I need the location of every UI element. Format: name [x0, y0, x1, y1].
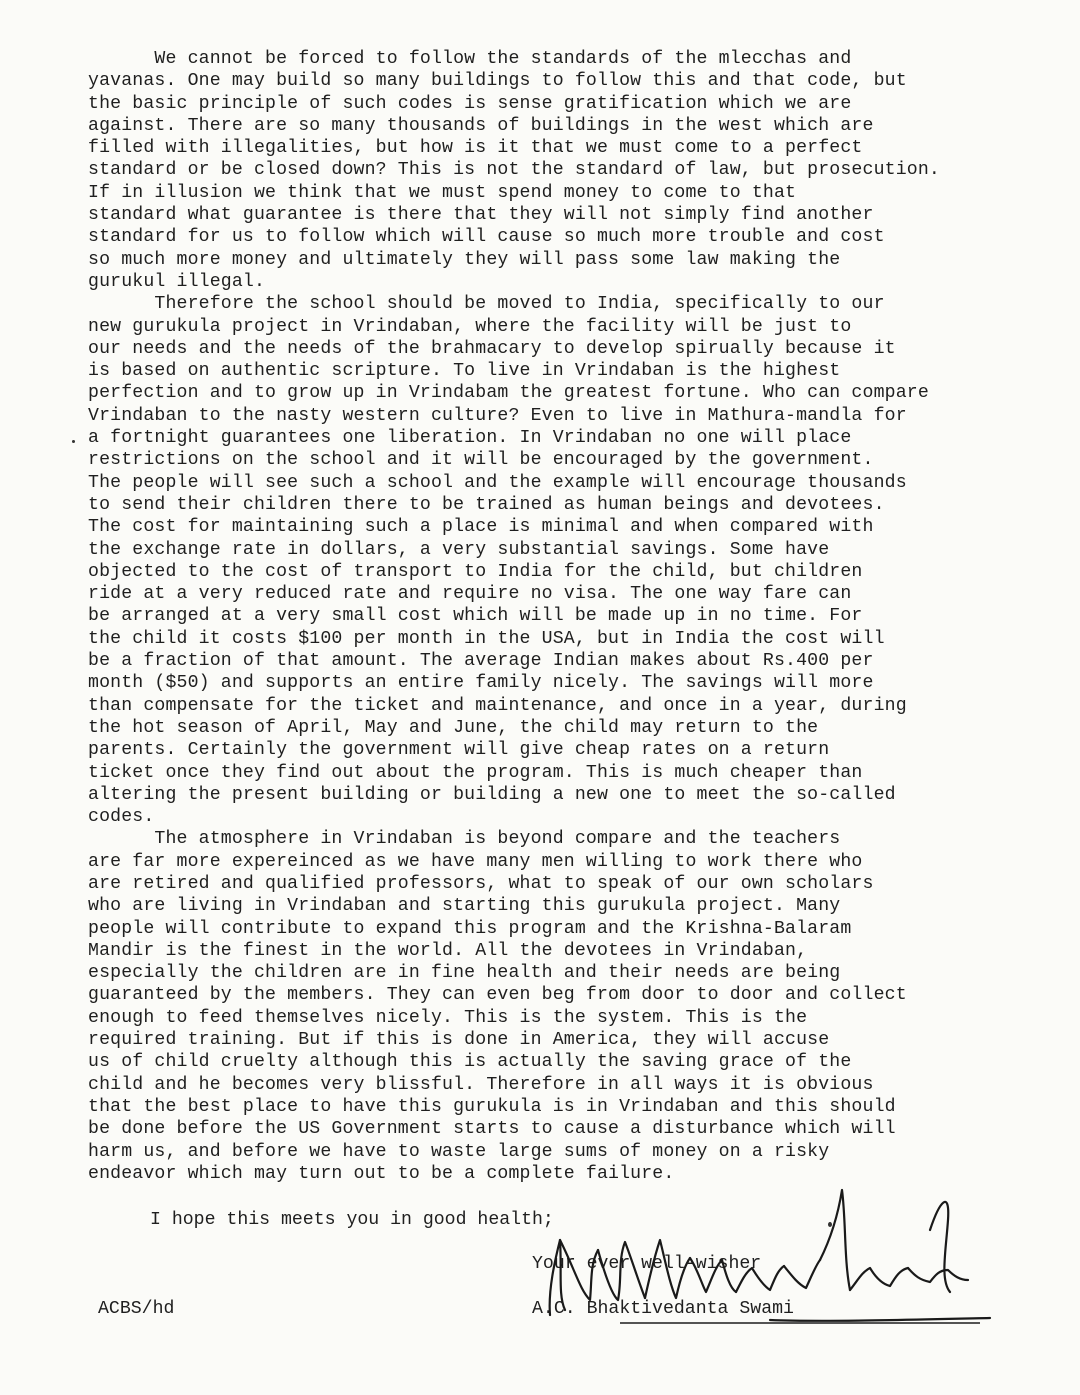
letter-line: We cannot be forced to follow the standards of the mlecchas and [88, 49, 852, 69]
letter-line: Mandir is the finest in the world. All the devotees in Vrindaban, [88, 940, 808, 961]
closing-line: I hope this meets you in good health; [150, 1210, 554, 1230]
letter-line: ticket once they find out about the program. This is much cheaper than [88, 762, 863, 783]
letter-line: restrictions on the school and it will be encouraged by the government. [88, 450, 874, 471]
letter-line: a fortnight guarantees one liberation. In Vrindaban no one will place [88, 428, 852, 449]
letter-line: The cost for maintaining such a place is minimal and when compared with [88, 517, 874, 538]
letter-line: parents. Certainly the government will give cheap rates on a return [88, 740, 830, 761]
letter-line: gurukul illegal. [88, 271, 266, 292]
letter-line: are far more expereinced as we have many men willing to work there who [88, 851, 863, 872]
letter-line: the child it costs $100 per month in the USA, but in India the cost will [88, 628, 885, 649]
letter-line: be arranged at a very small cost which will be made up in no time. For [88, 606, 863, 627]
letter-line: new gurukula project in Vrindaban, where the facility will be just to [88, 316, 852, 337]
letter-line: to send their children there to be trained as human beings and devotees. [88, 494, 885, 515]
letter-line: standard for us to follow which will cause so much more trouble and cost [88, 227, 885, 248]
letter-line: The people will see such a school and the example will encourage thousands [88, 472, 907, 493]
letter-line: perfection and to grow up in Vrindabam the greatest fortune. Who can compare [88, 383, 929, 404]
letter-line: be done before the US Government starts to cause a disturbance which will [88, 1119, 896, 1140]
letter-line: enough to feed themselves nicely. This is the system. This is the [88, 1007, 808, 1028]
letter-line: be a fraction of that amount. The average Indian makes about Rs.400 per [88, 651, 874, 672]
letter-line: guaranteed by the members. They can even beg from door to door and collect [88, 985, 907, 1006]
letter-line: than compensate for the ticket and maintenance, and once in a year, during [88, 695, 907, 716]
letter-line: us of child cruelty although this is actually the saving grace of the [88, 1052, 852, 1073]
letter-line: against. There are so many thousands of buildings in the west which are [88, 115, 874, 136]
letter-line: who are living in Vrindaban and starting this gurukula project. Many [88, 896, 841, 917]
letter-line: yavanas. One may build so many buildings to follow this and that code, but [88, 71, 907, 92]
letter-line: so much more money and ultimately they will pass some law making the [88, 249, 841, 270]
letter-line: endeavor which may turn out to be a complete failure. [88, 1163, 675, 1184]
letter-line: filled with illegalities, but how is it that we must come to a perfect [88, 138, 863, 159]
typist-initials: ACBS/hd [98, 1299, 175, 1319]
letter-line: are retired and qualified professors, what to speak of our own scholars [88, 873, 874, 894]
letter-line: child and he becomes very blissful. Therefore in all ways it is obvious [88, 1074, 874, 1095]
letter-line: codes. [88, 807, 155, 828]
ink-speck [828, 1222, 832, 1227]
letter-line: Therefore the school should be moved to India, specifically to our [88, 294, 885, 315]
letter-line: the exchange rate in dollars, a very substantial savings. Some have [88, 539, 830, 560]
letter-line: the basic principle of such codes is sense gratification which we are [88, 93, 852, 114]
letter-line: If in illusion we think that we must spend money to come to that [88, 182, 797, 203]
letter-line: harm us, and before we have to waste large sums of money on a risky [88, 1141, 830, 1162]
letter-line: standard what guarantee is there that they will not simply find another [88, 205, 874, 226]
letter-line: the hot season of April, May and June, the child may return to the [88, 717, 819, 738]
letter-line: ride at a very reduced rate and require no visa. The one way fare can [88, 584, 852, 605]
letter-line: people will contribute to expand this program and the Krishna-Balaram [88, 918, 852, 939]
letter-body [88, 48, 1068, 1185]
valediction: Your ever well-wisher [532, 1254, 762, 1274]
letter-line: especially the children are in fine health and their needs are being [88, 963, 841, 984]
letter-line: The atmosphere in Vrindaban is beyond compare and the teachers [88, 829, 841, 850]
letter-line: our needs and the needs of the brahmacary to develop spirually because it [88, 338, 896, 359]
letter-line: Vrindaban to the nasty western culture? Even to live in Mathura-mandla for [88, 405, 907, 426]
letter-line: month ($50) and supports an entire family nicely. The savings will more [88, 673, 874, 694]
letter-line: objected to the cost of transport to India for the child, but children [88, 561, 863, 582]
signature-underline [620, 1322, 980, 1324]
letter-line: required training. But if this is done in America, they will accuse [88, 1030, 830, 1051]
letter-line: altering the present building or building a new one to meet the so-called [88, 784, 896, 805]
ink-speck [72, 440, 75, 443]
letter-line: standard or be closed down? This is not the standard of law, but prosecution. [88, 160, 940, 181]
letter-line: is based on authentic scripture. To live in Vrindaban is the highest [88, 361, 841, 382]
signatory-name: A.C. Bhaktivedanta Swami [532, 1299, 794, 1319]
letter-line: that the best place to have this gurukula is in Vrindaban and this should [88, 1096, 896, 1117]
